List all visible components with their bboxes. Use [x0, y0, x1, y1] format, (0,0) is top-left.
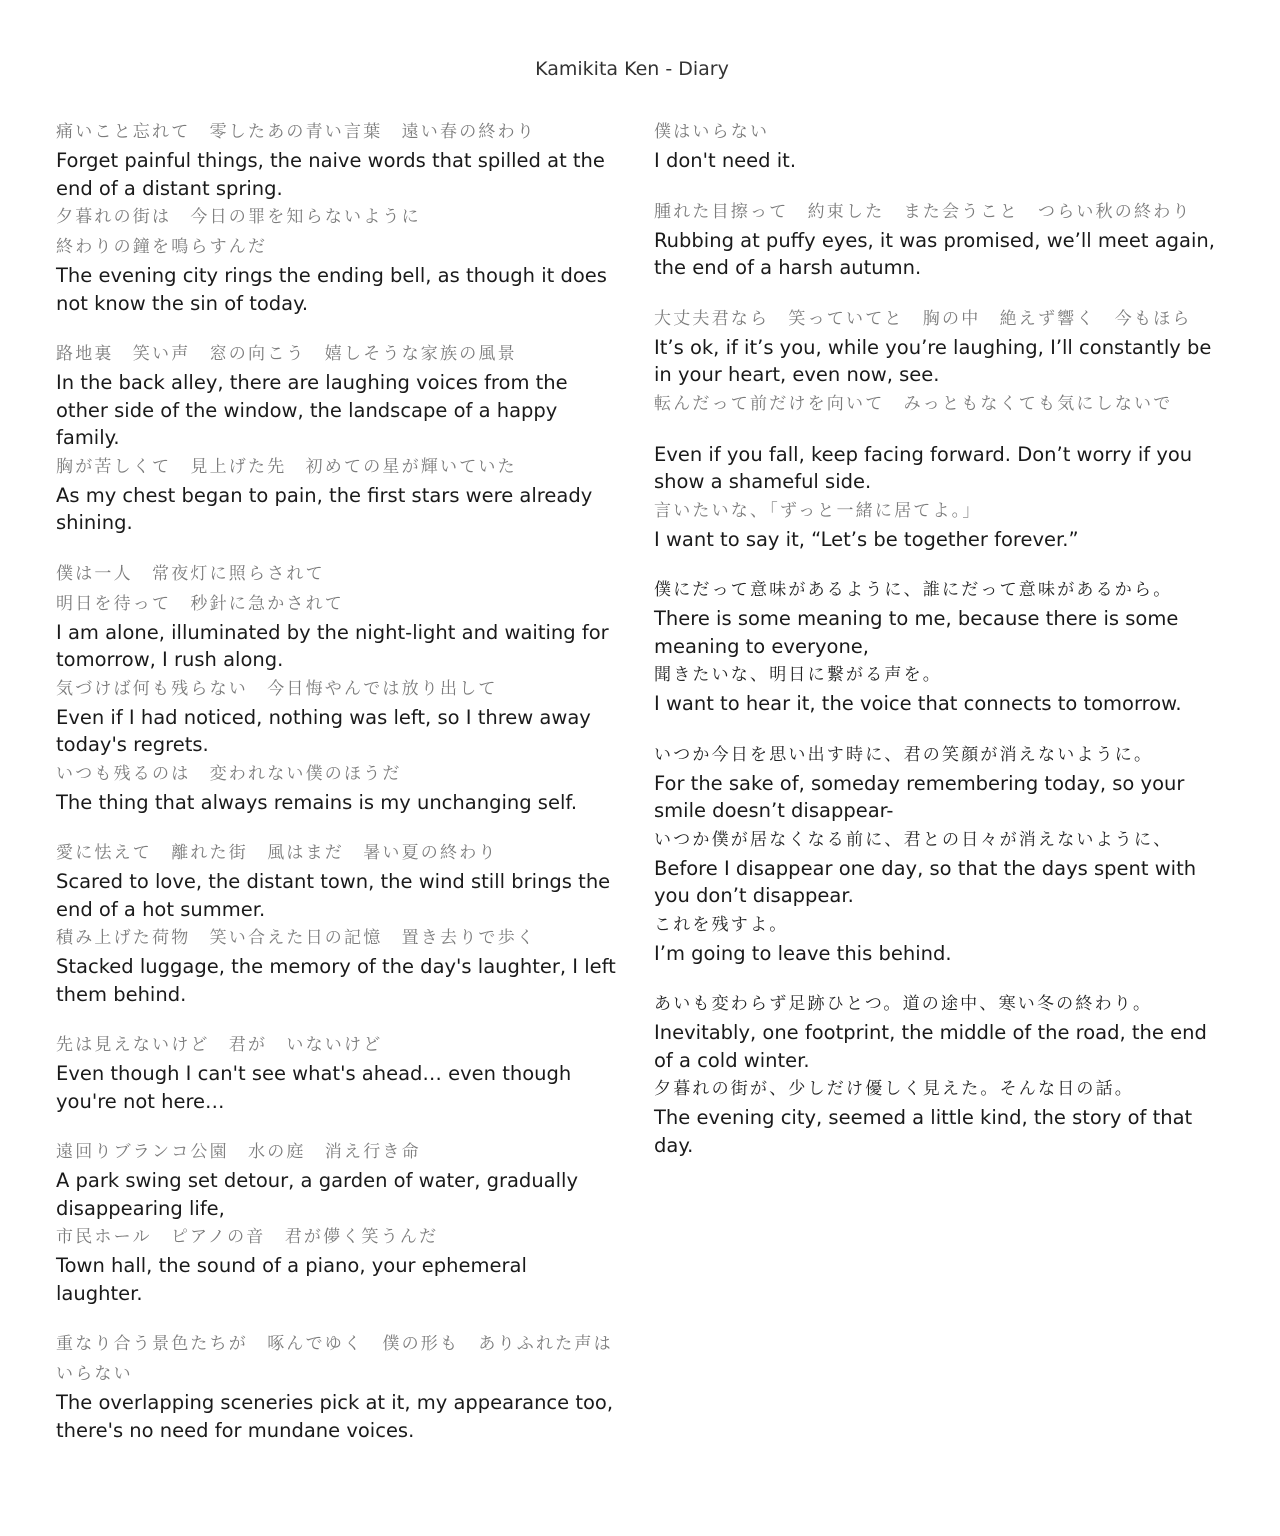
- english-translation-line: I am alone, illuminated by the night-light and waiting for tomorrow, I rush along.: [56, 620, 609, 671]
- lyric-stanza: [654, 441, 1216, 554]
- japanese-lyric-line: 気づけば何も残らない 今日悔やんでは放り出して: [56, 678, 498, 699]
- english-translation-line: I’m going to leave this behind.: [654, 941, 952, 965]
- lyric-stanza: [654, 575, 1216, 718]
- japanese-lyric-line: 路地裏 笑い声 窓の向こう 嬉しそうな家族の風景: [56, 344, 517, 364]
- japanese-lyric-line: 言いたいな、「ずっと一緒に居てよ。」: [654, 500, 982, 521]
- lyric-stanza: [56, 1329, 616, 1444]
- japanese-lyric-line: あいも変わらず足跡ひとつ。道の途中、寒い冬の終わり。: [654, 994, 1153, 1014]
- japanese-lyric-line: 僕はいらない: [654, 122, 770, 142]
- japanese-lyric-line: 胸が苦しくて 見上げた先 初めての星が輝いていた: [56, 456, 517, 477]
- left-column: [56, 117, 616, 1466]
- japanese-lyric-line: 先は見えないけど 君が いないけど: [56, 1035, 383, 1055]
- japanese-lyric-line: 痛いこと忘れて 零したあの青い言葉 遠い春の終わり: [56, 122, 536, 142]
- lyric-stanza: [654, 740, 1216, 968]
- lyric-stanza: [56, 339, 616, 537]
- english-translation-line: The thing that always remains is my unchanging self.: [56, 790, 578, 814]
- lyric-stanza: [56, 1137, 616, 1307]
- japanese-lyric-line: 明日を待って 秒針に急かされて: [56, 593, 344, 614]
- japanese-lyric-line: 僕は一人 常夜灯に照らされて: [56, 563, 325, 584]
- english-translation-line: Even if I had noticed, nothing was left, so I threw away today's regrets.: [56, 705, 591, 756]
- lyric-stanza: [56, 1030, 616, 1115]
- english-translation-line: As my chest began to pain, the first stars were already shining.: [56, 483, 593, 534]
- english-translation-line: A park swing set detour, a garden of water, gradually disappearing life,: [56, 1169, 578, 1220]
- japanese-lyric-line: いつも残るのは 変われない僕のほうだ: [56, 763, 402, 784]
- english-translation-line: Inevitably, one footprint, the middle of the road, the end of a cold winter.: [654, 1021, 1207, 1072]
- english-translation-line: The overlapping sceneries pick at it, my appearance too, there's no need for mundane voices.: [56, 1391, 614, 1442]
- right-column: [654, 117, 1216, 1181]
- english-translation-line: The evening city, seemed a little kind, the story of that day.: [654, 1106, 1193, 1157]
- english-translation-line: Even though I can't see what's ahead… even though you're not here…: [56, 1062, 572, 1113]
- japanese-lyric-line: いつか僕が居なくなる前に、君との日々が消えないように、: [654, 829, 1173, 850]
- japanese-lyric-line: 聞きたいな、明日に繋がる声を。: [654, 665, 942, 685]
- english-translation-line: There is some meaning to me, because there is some meaning to everyone,: [654, 607, 1179, 658]
- japanese-lyric-line: 重なり合う景色たちが 啄んでゆく 僕の形も ありふれた声はいらない: [56, 1334, 613, 1384]
- english-translation-line: Before I disappear one day, so that the days spent with you don’t disappear.: [654, 856, 1197, 907]
- english-translation-line: For the sake of, someday remembering today, so your smile doesn’t disappear-: [654, 771, 1185, 822]
- english-translation-line: Scared to love, the distant town, the wind still brings the end of a hot summer.: [56, 870, 611, 921]
- english-translation-line: Stacked luggage, the memory of the day's laughter, I left them behind.: [56, 955, 616, 1006]
- japanese-lyric-line: 夕暮れの街は 今日の罪を知らないように: [56, 207, 421, 227]
- english-translation-line: I want to say it, “Let’s be together forever.”: [654, 527, 1079, 551]
- japanese-lyric-line: 大丈夫君なら 笑っていてと 胸の中 絶えず響く 今もほら: [654, 308, 1192, 329]
- english-translation-line: Rubbing at puffy eyes, it was promised, we’ll meet again, the end of a harsh autumn.: [654, 228, 1215, 279]
- english-translation-line: It’s ok, if it’s you, while you’re laughing, I’ll constantly be in your heart, even now, see.: [654, 335, 1212, 386]
- english-translation-line: In the back alley, there are laughing voices from the other side of the window, the landscape of a happy family.: [56, 371, 568, 449]
- japanese-lyric-line: 夕暮れの街が、少しだけ優しく見えた。そんな日の話。: [654, 1079, 1134, 1099]
- english-translation-line: The evening city rings the ending bell, as though it does not know the sin of today.: [56, 264, 607, 315]
- lyric-stanza: [56, 838, 616, 1008]
- lyric-stanza: [56, 117, 616, 317]
- japanese-lyric-line: 僕にだって意味があるように、誰にだって意味があるから。: [654, 580, 1173, 600]
- japanese-lyric-line: いつか今日を思い出す時に、君の笑顔が消えないように。: [654, 744, 1154, 765]
- english-translation-line: I don't need it.: [654, 149, 797, 172]
- lyric-stanza: [56, 559, 616, 817]
- japanese-lyric-line: これを残すよ。: [654, 914, 789, 935]
- english-translation-line: Forget painful things, the naive words that spilled at the end of a distant spring.: [56, 149, 605, 200]
- japanese-lyric-line: 愛に怯えて 離れた街 風はまだ 暑い夏の終わり: [56, 843, 498, 863]
- japanese-lyric-line: 積み上げた荷物 笑い合えた日の記憶 置き去りで歩く: [56, 928, 536, 948]
- lyric-stanza: [654, 117, 1216, 175]
- english-translation-line: Even if you fall, keep facing forward. Don’t worry if you show a shameful side.: [654, 442, 1193, 493]
- english-translation-line: I want to hear it, the voice that connects to tomorrow.: [654, 692, 1182, 715]
- japanese-lyric-line: 市民ホール ピアノの音 君が儚く笑うんだ: [56, 1227, 439, 1247]
- lyric-stanza: [654, 304, 1216, 419]
- japanese-lyric-line: 腫れた目擦って 約束した また会うこと つらい秋の終わり: [654, 201, 1192, 222]
- page-title: Kamikita Ken - Diary: [535, 58, 729, 80]
- english-translation-line: Town hall, the sound of a piano, your ephemeral laughter.: [56, 1254, 527, 1305]
- lyric-stanza: [654, 989, 1216, 1159]
- lyric-stanza: [654, 197, 1216, 282]
- japanese-lyric-line: 転んだって前だけを向いて みっともなくても気にしないで: [654, 393, 1173, 414]
- japanese-lyric-line: 終わりの鐘を鳴らすんだ: [56, 237, 268, 257]
- japanese-lyric-line: 遠回りブランコ公園 水の庭 消え行き命: [56, 1142, 421, 1162]
